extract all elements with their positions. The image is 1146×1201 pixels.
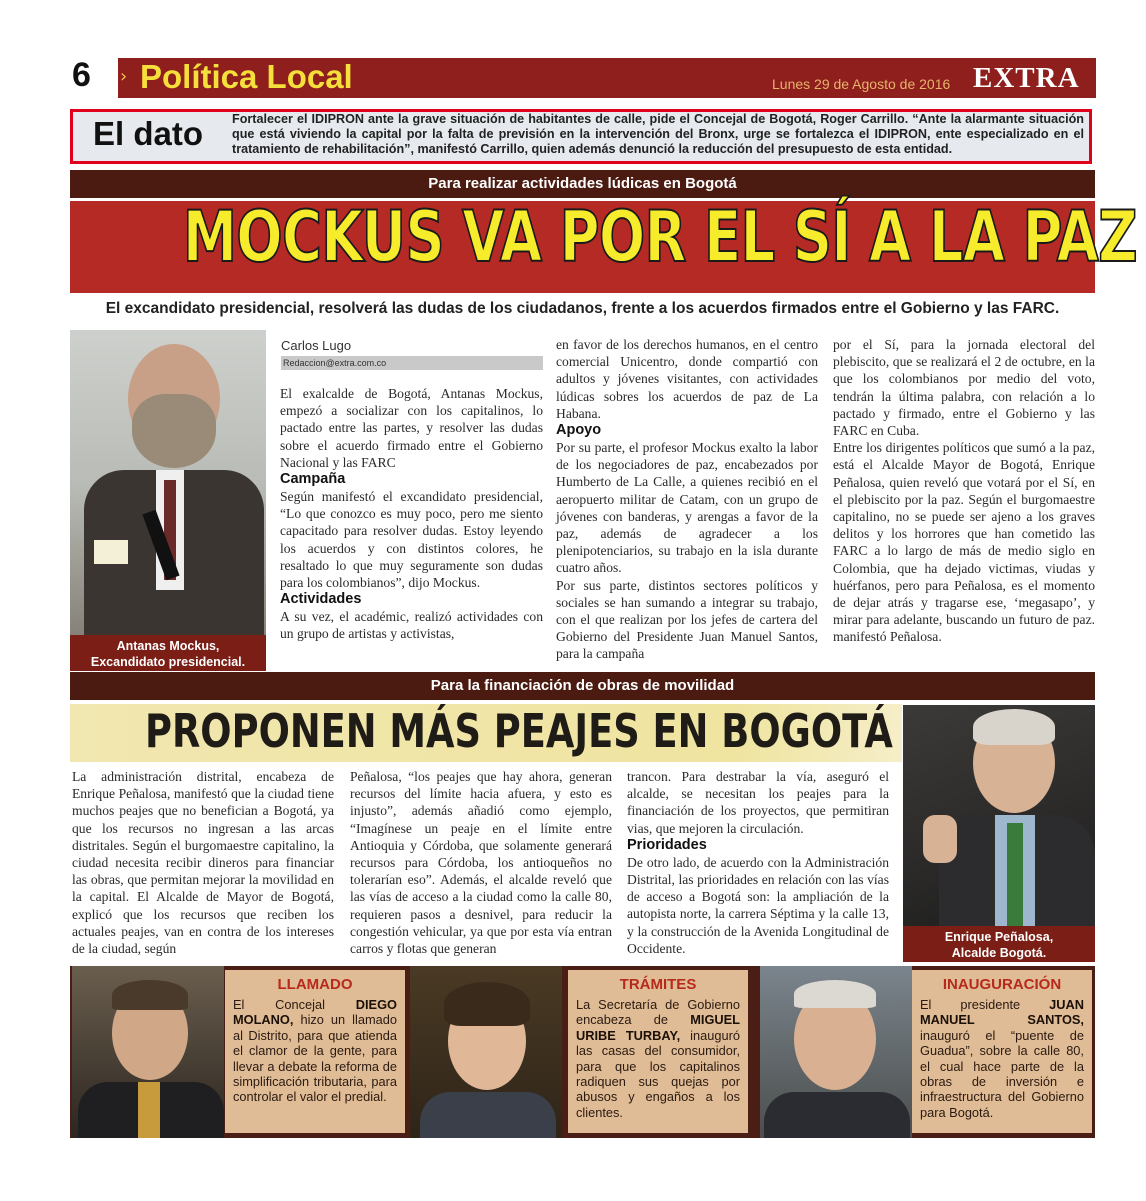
brief-text-body: hizo un llamado al Distrito, para que atienda el clamor de la gente, para llevar a debate la reforma de simplificación tributaria, para controlar el valor el predial. xyxy=(233,1012,397,1105)
brief-text-body: inauguró las casas del consumidor, para que los capitalinos radiquen sus quejas por abusos y engaños a los clientes. xyxy=(576,1027,740,1120)
brief-inauguracion xyxy=(912,970,1092,1133)
caption-line-role: Alcalde Bogotá. xyxy=(951,946,1047,960)
portrait-body-shape xyxy=(420,1092,556,1138)
byline-email: Redaccion@extra.com.co xyxy=(281,356,543,370)
article-column-2 xyxy=(556,336,818,663)
brief-title: LLAMADO xyxy=(277,976,353,993)
paragraph: Por sus parte, distintos sectores políticos y sociales se han sumando a integrar su trabajo, con el que realizan por los jefes de cartera del Gobierno del Presidente Juan Manuel Santos, para la campaña xyxy=(556,577,818,662)
brief-person-name: DIEGO MOLANO, xyxy=(233,997,397,1028)
dato-label: El dato xyxy=(93,115,204,152)
portrait-hair-shape xyxy=(973,709,1055,745)
section-arrow-icon: › xyxy=(120,66,128,87)
paragraph: A su vez, el académic, realizó actividades con un grupo de artistas y activistas, xyxy=(280,609,543,642)
caption-line-name: Enrique Peñalosa, xyxy=(944,930,1054,944)
article-subhead: El excandidato presidencial, resolverá las dudas de los ciudadanos, frente a los acuerdos firmados entre el Gobierno y las FARC. xyxy=(105,300,1060,317)
brief-title: INAUGURACIÓN xyxy=(942,976,1062,993)
article-column-3 xyxy=(833,336,1095,646)
portrait-beard-shape xyxy=(132,394,216,468)
brief-tramites xyxy=(568,970,748,1133)
brief-text-lead: El presidente xyxy=(920,997,1050,1012)
portrait-hair-shape xyxy=(444,982,530,1026)
brief-text-lead: La Secretaría de Gobierno encabeza de xyxy=(576,997,740,1028)
article-kicker: Para la financiación de obras de movilidad xyxy=(70,672,1095,700)
paragraph: Peñalosa, “los peajes que hay ahora, generan recursos del límite hacia afuera, y esto es injusto”, además añadió como ejemplo, “Imagínese un peaje en el límite entre Antioquia y Córdoba, que solamente generará recursos para Córdoba, los antioqueños no tolerarían eso”. Además, el alcalde reveló que las vías de acceso a la ciudad como la calle 80, requieren pasos a desnivel, para reducir la congestión vehicular, ya que por esta vía entran carros y flotas que generan xyxy=(350,769,612,957)
portrait-hair-shape xyxy=(112,980,188,1010)
paper-note-shape xyxy=(94,540,128,564)
penalosa-photo-caption xyxy=(903,926,1095,962)
paragraph: La administración distrital, encabeza de Enrique Peñalosa, manifestó que la ciudad tiene muchos peajes que no benefician a Bogotá, ya que los recursos no ingresan a las arcas distritales. Según el burgomaestre capitalino, la ciudad necesita recibir dineros para financiar las obras, que permitan mejorar la movilidad en la capital. El Alcalde de Mayor de Bogotá, explicó que los recursos que reciben los actuales peajes, van en contra de los intereses de la ciudad, según xyxy=(72,769,334,957)
caption-line-name: Antanas Mockus, xyxy=(116,639,220,653)
article-column-2 xyxy=(350,768,612,957)
brief-text xyxy=(233,997,397,1105)
subheading-campana: Campaña xyxy=(280,471,346,488)
uribe-turbay-photo xyxy=(410,966,562,1138)
article-kicker: Para realizar actividades lúdicas en Bogotá xyxy=(70,170,1095,198)
article-column-3 xyxy=(627,768,889,957)
masthead-logo: EXTRA xyxy=(973,62,1080,94)
brief-person-name: JUAN MANUEL SANTOS, xyxy=(920,997,1084,1028)
page-number: 6 xyxy=(72,56,91,94)
paragraph: Según manifestó el excandidato presidencial, “Lo que conozco es muy poco, pero me siento capacitado para resolver dudas. Estoy leyendo los acuerdos y con distintos colores, he resaltado lo que muy seguramente son dudas para los colombianos”, dijo Mockus. xyxy=(280,489,543,591)
portrait-tie-shape xyxy=(138,1082,160,1138)
molano-photo xyxy=(72,966,224,1138)
brief-text-lead: El Concejal xyxy=(233,997,356,1012)
portrait-body-shape xyxy=(764,1092,910,1138)
paragraph: por el Sí, para la jornada electoral del plebiscito, que se realizará el 2 de octubre, en la que los colombianos por medio del voto, tendrán la última palabra, con relación a lo pactado y firmado, entre el Gobierno y las FARC en Cuba. xyxy=(833,337,1095,439)
brief-title: TRÁMITES xyxy=(619,976,697,993)
mockus-photo-caption xyxy=(70,635,266,671)
mockus-photo xyxy=(70,330,266,670)
paragraph: Entre los dirigentes políticos que sumó a la paz, está el Alcalde Mayor de Bogotá, Enrique Peñalosa, quien reveló que votará por el Sí, en el plebiscito por la paz. Según el burgomaestre capitalino, no se puede ser ajeno a los graves delitos y los horrores que han cometido las FARC a lo largo de más de medio siglo en Colombia, que ha dejado victimas, viudas y huérfanos, pero para Peñalosa, es el momento de dejar atrás y tragarse ese, ‘megasapo’, y mirar para adelante, buscando un futuro de paz. manifestó Peñalosa. xyxy=(833,440,1095,645)
section-title: Política Local xyxy=(140,58,353,95)
subheading-apoyo: Apoyo xyxy=(556,422,602,439)
brief-text xyxy=(920,997,1084,1120)
article-headline: MOCKUS VA POR EL SÍ A LA PAZ xyxy=(182,196,1137,278)
brief-person-name: MIGUEL URIBE TURBAY, xyxy=(576,1012,740,1043)
raised-hand-icon xyxy=(923,815,957,863)
paragraph: Por su parte, el profesor Mockus exalto la labor de los negociadores de paz, encabezados por Humberto de La Calle, a quienes recibió en el aeropuerto militar de Catam, con un grupo de jóvenes con banderas, y arengas a favor de la paz, además de agradecer a los plenipotenciarios, su trabajo en la isla durante cuatro años. xyxy=(556,440,818,576)
brief-text xyxy=(576,997,740,1120)
article-column-1 xyxy=(72,768,334,957)
brief-text-body: inauguró el “puente de Guadua”, sobre la calle 80, el cual hace parte de la obras de inversión e infraestructura del Gobierno para Bogotá. xyxy=(920,1027,1084,1120)
paragraph: De otro lado, de acuerdo con la Administración Distrital, las prioridades en relación con las vías de acceso a Bogotá son: la ampliación de la autopista norte, la carrera Séptima y la calle 13, y la construcción de la Avenida Longitudinal de Occidente. xyxy=(627,854,889,956)
paragraph: en favor de los derechos humanos, en el centro comercial Unicentro, donde compartió con adultos y jóvenes visitantes, con actividades lúdicas sobres los acuerdos de paz de La Habana. xyxy=(556,337,818,421)
brief-llamado xyxy=(225,970,405,1133)
issue-date: Lunes 29 de Agosto de 2016 xyxy=(772,76,951,92)
portrait-tie-shape xyxy=(1007,823,1023,927)
dato-text: Fortalecer el IDIPRON ante la grave situación de habitantes de calle, pide el Concejal de Bogotá, Roger Carrillo. “Ante la alarmante situación que está viviendo la capital por la falta de previsión en la intervención del Bronx, urge se fortalezca el IDIPRON, ente especializado en el tratamiento de rehabilitación”, manifestó Carrillo, quien además denunció la reducción del presupuesto de esta entidad. xyxy=(232,112,1084,156)
caption-line-role: Excandidato presidencial. xyxy=(90,655,246,669)
byline-author: Carlos Lugo xyxy=(281,338,352,353)
article-column-1 xyxy=(280,385,543,643)
paragraph: El exalcalde de Bogotá, Antanas Mockus, empezó a socializar con los capitalinos, lo pactado entre las partes, y resolver las dudas sobre el acuerdo firmado entre el Gobierno Nacional y las FARC xyxy=(280,386,543,470)
santos-photo xyxy=(760,966,912,1138)
penalosa-photo xyxy=(903,705,1095,927)
portrait-hair-shape xyxy=(794,980,876,1008)
subheading-prioridades: Prioridades xyxy=(627,836,707,853)
article-headline: PROPONEN MÁS PEAJES EN BOGOTÁ xyxy=(145,704,893,758)
subheading-actividades: Actividades xyxy=(280,591,362,608)
paragraph: trancon. Para destrabar la vía, aseguró el alcalde, se necesitan los peajes para la financiación de los proyectos, que permitiran vias, que mejoren la circulación. xyxy=(627,769,889,836)
